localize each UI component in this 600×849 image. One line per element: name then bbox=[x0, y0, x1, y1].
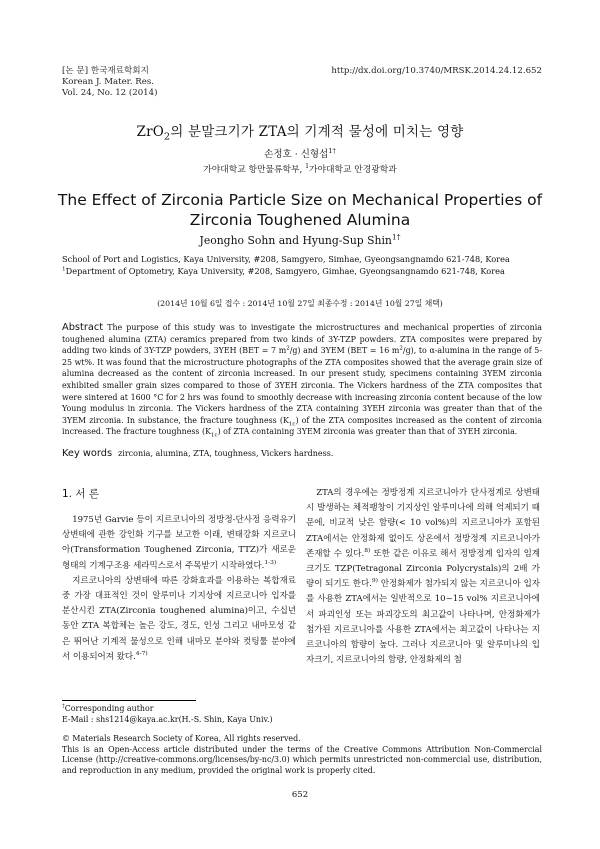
english-title-line1: The Effect of Zirconia Particle Size on Mechanical Properties of bbox=[57, 191, 543, 209]
affiliation-1: School of Port and Logistics, Kaya University, #208, Samgyero, Simhae, Gyeongsangnamdo 621-748, Korea bbox=[62, 254, 510, 264]
right-column bbox=[306, 486, 540, 668]
english-title-line2: Zirconia Toughened Alumina bbox=[189, 211, 411, 229]
corresponding-email: E-Mail : shs1214@kaya.ac.kr(H.-S. Shin, Kaya Univ.) bbox=[62, 714, 273, 724]
corresponding-author: †Corresponding author bbox=[62, 703, 154, 713]
korean-affiliation: 가야대학교 항만물류학부, $^1$가야대학교 안경광학과 bbox=[203, 163, 397, 175]
footnotes bbox=[62, 704, 542, 776]
received-dates: (2014년 10월 6일 접수 : 2014년 10월 27일 최종수정 : 2014년 10월 27일 채택) bbox=[157, 299, 443, 308]
page-number: 652 bbox=[291, 790, 309, 800]
intro-paragraph-2: 지르코니아의 상변태에 따른 강화효과를 이용하는 복합재료 중 가장 대표적인 것이 알루미나 기지상에 지르코니아 입자를 분산시킨 ZTA(Zirconia toughened alumina)이고, 수십년 동안 ZTA 복합체는 높은 강도, 경도, 인성 그리고 내마모성 같은 뛰어난 기계적 물성으로 인해 내마모 분야와 컷팅툴 분야에서 이용되어져 왔다.$^{4-7)}$ bbox=[62, 575, 296, 662]
doi-link[interactable]: http://dx.doi.org/10.3740/MRSK.2014.24.12.652 bbox=[331, 66, 542, 76]
intro-paragraph-3: ZTA의 경우에는 정방정계 지르코니아가 단사정계로 상변태시 발생하는 체적팽창이 기지상인 알루미나에 의해 억제되기 때문에, 비교적 낮은 함량(< 10 vol%)의 지르코니아가 포함된 ZTA에서는 안정화제 없이도 상온에서 정방정계 지르코니아가 존재할 수 있다.$^{8)}$ 또한 같은 이유로 해서 정방정계 입자의 임계크기도 TZP(Tetragonal Zirconia Polycrystals)의 2배 가량이 되기도 한다.$^{9)}$ 안정화제가 첨가되지 않는 지르코니아 입자를 사용한 ZTA에서는 일반적으로 10~15 vol% 지르코니아에서 파괴인성 또는 파괴강도의 최고값이 나타나며, 안정화제가 첨가된 지르코니아를 사용한 ZTA에서는 최고값이 나타나는 지르코니아의 함량이 높다. 그러나 지르코니아 및 알루미나의 입자크기, 지르코니아의 함량, 안정화제의 첨 bbox=[306, 488, 540, 666]
journal-name-english: Korean J. Mater. Res. bbox=[62, 77, 154, 87]
affiliation-2: $^1$Department of Optometry, Kaya University, #208, Samgyero, Gimhae, Gyeongsangnamdo 621-748, Korea bbox=[62, 265, 505, 276]
english-authors: Jeongho Sohn and Hyung-Sup Shin$^{1\dagger}$ bbox=[199, 232, 401, 247]
copyright-notice: © Materials Research Society of Korea, All rights reserved. bbox=[62, 734, 301, 743]
journal-name-korean: [논 문] 한국재료학회지 bbox=[62, 66, 149, 76]
footnote-rule bbox=[62, 700, 196, 701]
journal-header bbox=[62, 66, 157, 99]
journal-volume: Vol. 24, No. 12 (2014) bbox=[62, 88, 158, 98]
english-affiliations bbox=[62, 254, 542, 277]
korean-authors: 손정호 · 신형섭$^{1\dagger}$ bbox=[264, 146, 336, 160]
left-column bbox=[62, 513, 296, 665]
license-notice: This is an Open-Access article distributed under the terms of the Creative Commons Attribution Non-Commercial License (http://creative-commons.org/licenses/by-nc/3.0) which permits unrestricted non-commercial use, distribution, and reproduction in any medium, provided the original work is properly cited. bbox=[62, 744, 542, 775]
abstract: Abstract The purpose of this study was to investigate the microstructures and mechanical properties of zirconia toughened alumina (ZTA) ceramics prepared from two kinds of 3Y-TZP powders. ZTA composites were prepared by adding two kinds of 3Y-TZP powders, 3YEH (BET = 7 $m^2/g$) and 3YEM (BET = 16 $m^2/g$), to α-alumina in the range of 5-25 wt%. It was found that the microstructure photographs of the ZTA composites showed that the average grain size of alumina decreased as the content of zirconia increased. In our present study, specimens containing 3YEM zirconia exhibited smaller grain sizes compared to those of 3YEH zirconia. The Vickers hardness of the ZTA composites that were sintered at 1600 °C for 2 hrs was found to smoothly decrease with increasing zirconia content because of the low Young modulus in zirconia. The Vickers hardness of the ZTA containing 3YEH zirconia was greater than that of the 3YEM zirconia. In substance, the fracture toughness $(K_{1c})$ of the ZTA composites increased as the content of zirconia increased. The fracture toughness $(K_{1c})$ of ZTA containing 3YEM zirconia was greater than that of 3YEH zirconia. bbox=[62, 322, 543, 439]
keywords-text: zirconia, alumina, ZTA, toughness, Vickers hardness. bbox=[118, 449, 334, 458]
section-heading-introduction: 1. 서 론 bbox=[62, 488, 99, 500]
korean-title: ZrO$_2$의 분말크기가 ZTA의 기계적 물성에 미치는 영향 bbox=[136, 124, 464, 143]
keywords bbox=[62, 448, 542, 459]
english-title bbox=[0, 190, 600, 230]
intro-paragraph-1: 1975년 Garvie 등이 지르코니아의 정방정-단사정 응력유기 상변태에 관한 강인화 기구를 보고한 이래, 변태강화 지르코니아(Transformation Toughened Zirconia, TTZ)가 새로운 형태의 기계구조용 세라믹스로서 주목받기 시작하였다.$^{1-3)}$ bbox=[62, 515, 296, 571]
abstract-label: Abstract bbox=[62, 322, 104, 333]
keywords-label: Key words bbox=[62, 448, 113, 459]
